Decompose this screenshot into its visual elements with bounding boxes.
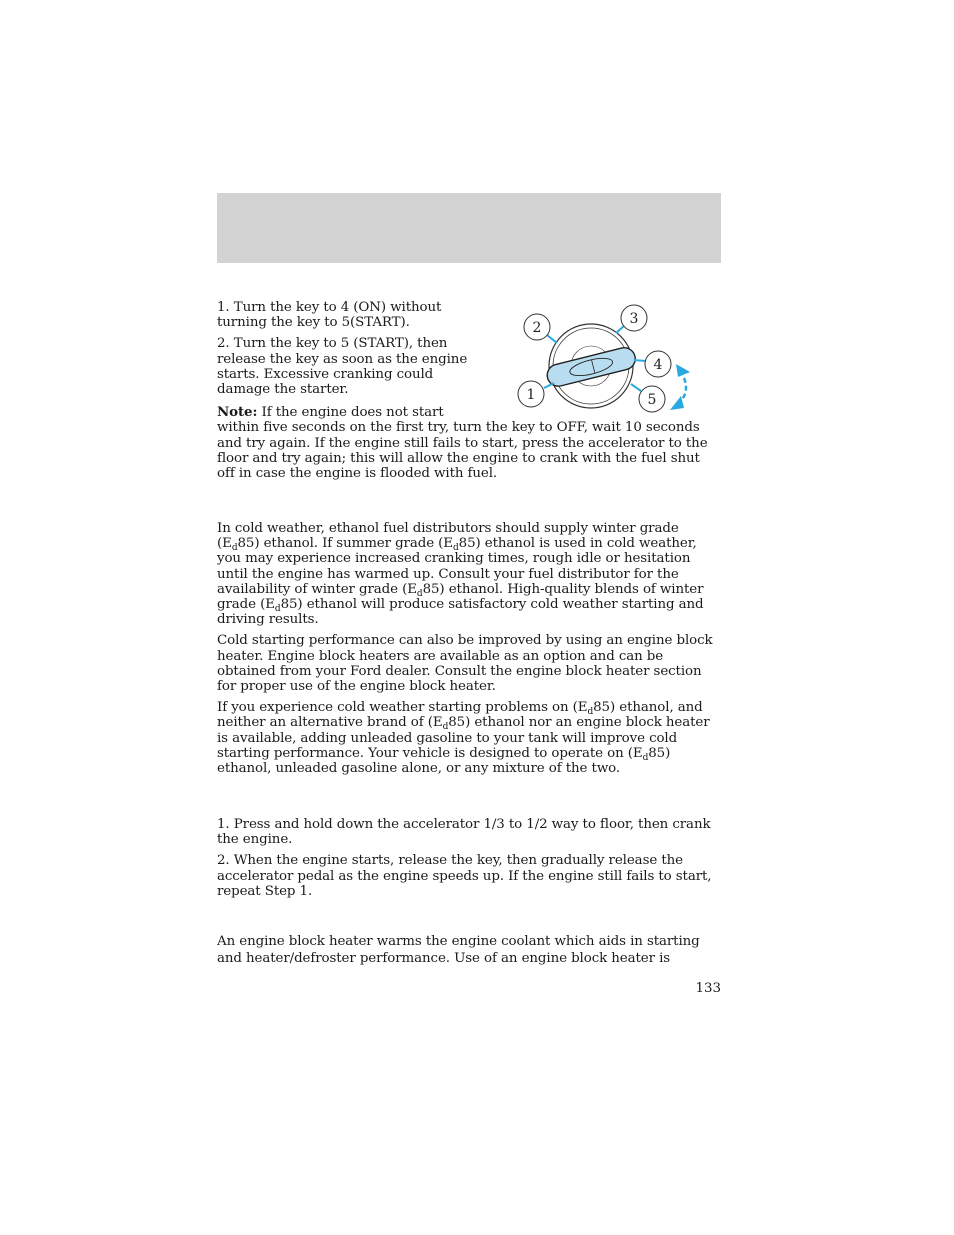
text-run: 85) ethanol. High-quality blends of winter grade (E bbox=[217, 581, 704, 613]
flooded-step-2: 2. When the engine starts, release the key, then gradually release the accelerator pedal as the engine speeds up. If the engine still fails to start, repeat Step 1. bbox=[217, 853, 712, 899]
subscript-d: d bbox=[587, 707, 594, 718]
cold-weather-section bbox=[217, 521, 721, 782]
note-rest: within five seconds on the first try, turn the key to OFF, wait 10 seconds and try again. If the engine still fails to start, press the accelerator to the floor and try again; this will allow the engine to crank with the fuel shut off in case the engine is flooded with fuel. bbox=[217, 420, 708, 482]
step-1: 1. Turn the key to 4 (ON) without turning the key to 5(START). bbox=[217, 300, 442, 331]
flooded-engine-steps bbox=[217, 817, 721, 905]
block-heater-section bbox=[217, 933, 721, 973]
text-run: 85) ethanol, unleaded gasoline alone, or any mixture of the two. bbox=[217, 745, 671, 777]
ignition-svg bbox=[510, 298, 720, 418]
text-run: In cold weather, ethanol fuel distributors should supply winter grade (E bbox=[217, 521, 679, 552]
text-run: If you experience cold weather starting problems on (E bbox=[217, 700, 588, 716]
key-icon bbox=[545, 345, 638, 388]
label-4: 4 bbox=[653, 357, 663, 373]
label-3: 3 bbox=[629, 311, 639, 327]
subscript-d: d bbox=[274, 604, 281, 615]
label-5: 5 bbox=[647, 392, 657, 408]
heater-paragraph: An engine block heater warms the engine coolant which aids in starting and heater/defroster performance. Use of an engine block heater is bbox=[217, 934, 700, 966]
cold-paragraph-3 bbox=[217, 700, 721, 776]
ignition-diagram bbox=[510, 298, 720, 418]
text-run: 85) ethanol, and neither an alternative brand of (E bbox=[217, 700, 703, 731]
section-header-band bbox=[217, 193, 721, 263]
text-run: 85) ethanol will produce satisfactory cold weather starting and driving results. bbox=[217, 597, 704, 628]
label-2: 2 bbox=[532, 320, 542, 336]
flooded-step-1: 1. Press and hold down the accelerator 1/3 to 1/2 way to floor, then crank the engine. bbox=[217, 817, 711, 848]
text-run: 85) ethanol nor an engine block heater is available, adding unleaded gasoline to your tank will improve cold starting performance. Your vehicle is designed to operate on (E bbox=[217, 715, 710, 761]
subscript-d: d bbox=[231, 543, 238, 554]
subscript-d: d bbox=[642, 752, 649, 763]
note-first: If the engine does not start bbox=[261, 405, 444, 421]
note-label: Note: bbox=[217, 404, 258, 421]
subscript-d: d bbox=[442, 722, 449, 733]
subscript-d: d bbox=[452, 543, 459, 554]
subscript-d: d bbox=[416, 588, 423, 599]
cold-paragraph-2: Cold starting performance can also be improved by using an engine block heater. Engine block heaters are available as an option and can be obtained from your Ford dealer. Consult the engine block heater section for proper use of the engine block heater. bbox=[217, 633, 713, 695]
cold-paragraph-1 bbox=[217, 521, 721, 627]
page-number: 133 bbox=[695, 981, 721, 996]
text-run: 85) ethanol is used in cold weather, you may experience increased cranking times, rough idle or hesitation until the engine has warmed up. Consult your fuel distributor for the availability of winter grade (E bbox=[217, 536, 697, 597]
rotation-arrow-icon bbox=[670, 364, 690, 410]
label-1: 1 bbox=[526, 387, 536, 403]
text-run: 85) ethanol. If summer grade (E bbox=[237, 536, 453, 552]
step-2: 2. Turn the key to 5 (START), then release the key as soon as the engine starts. Excessive cranking could damage the starter. bbox=[217, 336, 468, 398]
